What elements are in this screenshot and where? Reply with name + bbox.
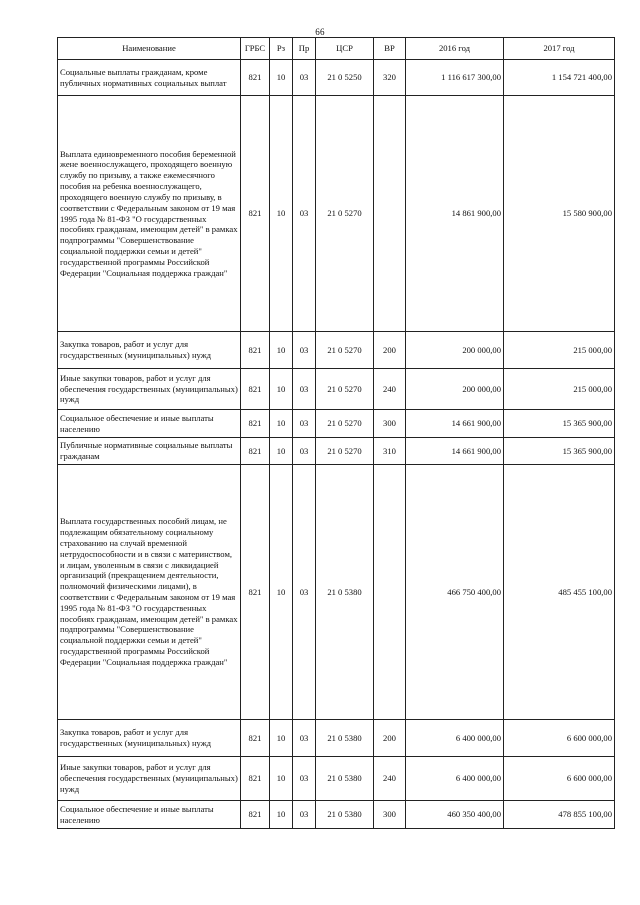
row-rz: 10 <box>270 332 293 369</box>
row-amount-2017: 215 000,00 <box>504 332 615 369</box>
row-vr: 300 <box>374 801 406 829</box>
table-header-row <box>58 38 615 60</box>
row-grbs: 821 <box>241 96 270 332</box>
row-csr: 21 0 5380 <box>316 720 374 757</box>
row-pr: 03 <box>293 757 316 801</box>
table-row <box>58 720 615 757</box>
column-header-2016: 2016 год <box>406 38 504 60</box>
row-amount-2017: 15 365 900,00 <box>504 410 615 438</box>
row-csr: 21 0 5380 <box>316 801 374 829</box>
table-row <box>58 465 615 720</box>
row-amount-2017: 15 580 900,00 <box>504 96 615 332</box>
row-pr: 03 <box>293 410 316 438</box>
row-csr: 21 0 5270 <box>316 96 374 332</box>
row-vr: 200 <box>374 332 406 369</box>
column-header-rz: Рз <box>270 38 293 60</box>
row-grbs: 821 <box>241 369 270 410</box>
row-name: Иные закупки товаров, работ и услуг для обеспечения государственных (муниципальных) нужд <box>58 369 241 410</box>
row-rz: 10 <box>270 801 293 829</box>
row-rz: 10 <box>270 757 293 801</box>
table-row <box>58 410 615 438</box>
row-name: Закупка товаров, работ и услуг для государственных (муниципальных) нужд <box>58 720 241 757</box>
row-rz: 10 <box>270 410 293 438</box>
column-header-name: Наименование <box>58 38 241 60</box>
row-grbs: 821 <box>241 410 270 438</box>
column-header-2017: 2017 год <box>504 38 615 60</box>
table-row <box>58 60 615 96</box>
table-row <box>58 96 615 332</box>
row-grbs: 821 <box>241 60 270 96</box>
row-csr: 21 0 5380 <box>316 757 374 801</box>
row-pr: 03 <box>293 60 316 96</box>
page-number: 66 <box>315 27 325 37</box>
row-name: Публичные нормативные социальные выплаты гражданам <box>58 438 241 465</box>
column-header-pr: Пр <box>293 38 316 60</box>
row-amount-2016: 466 750 400,00 <box>406 465 504 720</box>
column-header-grbs: ГРБС <box>241 38 270 60</box>
table-row <box>58 369 615 410</box>
row-name: Социальные выплаты гражданам, кроме публичных нормативных социальных выплат <box>58 60 241 96</box>
row-rz: 10 <box>270 720 293 757</box>
row-name: Закупка товаров, работ и услуг для государственных (муниципальных) нужд <box>58 332 241 369</box>
row-pr: 03 <box>293 465 316 720</box>
row-pr: 03 <box>293 332 316 369</box>
row-amount-2016: 6 400 000,00 <box>406 720 504 757</box>
row-amount-2017: 215 000,00 <box>504 369 615 410</box>
row-vr: 320 <box>374 60 406 96</box>
table-row <box>58 332 615 369</box>
row-vr: 310 <box>374 438 406 465</box>
table-row <box>58 757 615 801</box>
row-name: Выплата единовременного пособия беременной жене военнослужащего, проходящего военную службу по призыву, а также ежемесячного пособия на ребенка военнослужащего, проходящего военную службу по призыву, в соответствии с Федеральным законом от 19 мая 1995 года № 81-ФЗ "О государственных пособиях гражданам, имеющим детей" в рамках подпрограммы "Совершенствование социальной поддержки семьи и детей" государственной программы Российской Федерации "Социальная поддержка граждан" <box>58 96 241 332</box>
row-amount-2017: 6 600 000,00 <box>504 757 615 801</box>
row-grbs: 821 <box>241 801 270 829</box>
column-header-csr: ЦСР <box>316 38 374 60</box>
row-pr: 03 <box>293 801 316 829</box>
row-amount-2016: 14 661 900,00 <box>406 410 504 438</box>
table-row <box>58 438 615 465</box>
row-amount-2017: 15 365 900,00 <box>504 438 615 465</box>
row-vr: 300 <box>374 410 406 438</box>
table-row <box>58 801 615 829</box>
row-rz: 10 <box>270 369 293 410</box>
row-csr: 21 0 5270 <box>316 410 374 438</box>
row-pr: 03 <box>293 96 316 332</box>
budget-table <box>57 37 615 829</box>
row-name: Социальное обеспечение и иные выплаты населению <box>58 801 241 829</box>
row-vr <box>374 96 406 332</box>
row-rz: 10 <box>270 465 293 720</box>
row-csr: 21 0 5270 <box>316 369 374 410</box>
row-grbs: 821 <box>241 757 270 801</box>
row-amount-2016: 14 661 900,00 <box>406 438 504 465</box>
row-rz: 10 <box>270 438 293 465</box>
row-amount-2017: 1 154 721 400,00 <box>504 60 615 96</box>
row-pr: 03 <box>293 720 316 757</box>
row-grbs: 821 <box>241 720 270 757</box>
row-vr: 240 <box>374 757 406 801</box>
row-csr: 21 0 5250 <box>316 60 374 96</box>
row-amount-2016: 200 000,00 <box>406 369 504 410</box>
row-grbs: 821 <box>241 465 270 720</box>
row-name: Социальное обеспечение и иные выплаты населению <box>58 410 241 438</box>
row-csr: 21 0 5380 <box>316 465 374 720</box>
row-name: Иные закупки товаров, работ и услуг для обеспечения государственных (муниципальных) нужд <box>58 757 241 801</box>
column-header-vr: ВР <box>374 38 406 60</box>
row-amount-2016: 1 116 617 300,00 <box>406 60 504 96</box>
row-vr: 200 <box>374 720 406 757</box>
row-amount-2016: 14 861 900,00 <box>406 96 504 332</box>
row-amount-2016: 6 400 000,00 <box>406 757 504 801</box>
row-amount-2017: 478 855 100,00 <box>504 801 615 829</box>
row-rz: 10 <box>270 60 293 96</box>
row-rz: 10 <box>270 96 293 332</box>
row-grbs: 821 <box>241 438 270 465</box>
row-vr: 240 <box>374 369 406 410</box>
row-amount-2017: 6 600 000,00 <box>504 720 615 757</box>
row-csr: 21 0 5270 <box>316 332 374 369</box>
row-grbs: 821 <box>241 332 270 369</box>
row-pr: 03 <box>293 369 316 410</box>
row-amount-2017: 485 455 100,00 <box>504 465 615 720</box>
row-csr: 21 0 5270 <box>316 438 374 465</box>
row-pr: 03 <box>293 438 316 465</box>
row-name: Выплата государственных пособий лицам, не подлежащим обязательному социальному страхованию на случай временной нетрудоспособности и в связи с материнством, и лицам, уволенным в связи с ликвидацией организаций (прекращением деятельности, полномочий физическими лицами), в соответствии с Федеральным законом от 19 мая 1995 года № 81-ФЗ "О государственных пособиях гражданам, имеющим детей" в рамках подпрограммы "Совершенствование социальной поддержки семьи и детей" государственной программы Российской Федерации "Социальная поддержка граждан" <box>58 465 241 720</box>
row-vr <box>374 465 406 720</box>
row-amount-2016: 200 000,00 <box>406 332 504 369</box>
row-amount-2016: 460 350 400,00 <box>406 801 504 829</box>
